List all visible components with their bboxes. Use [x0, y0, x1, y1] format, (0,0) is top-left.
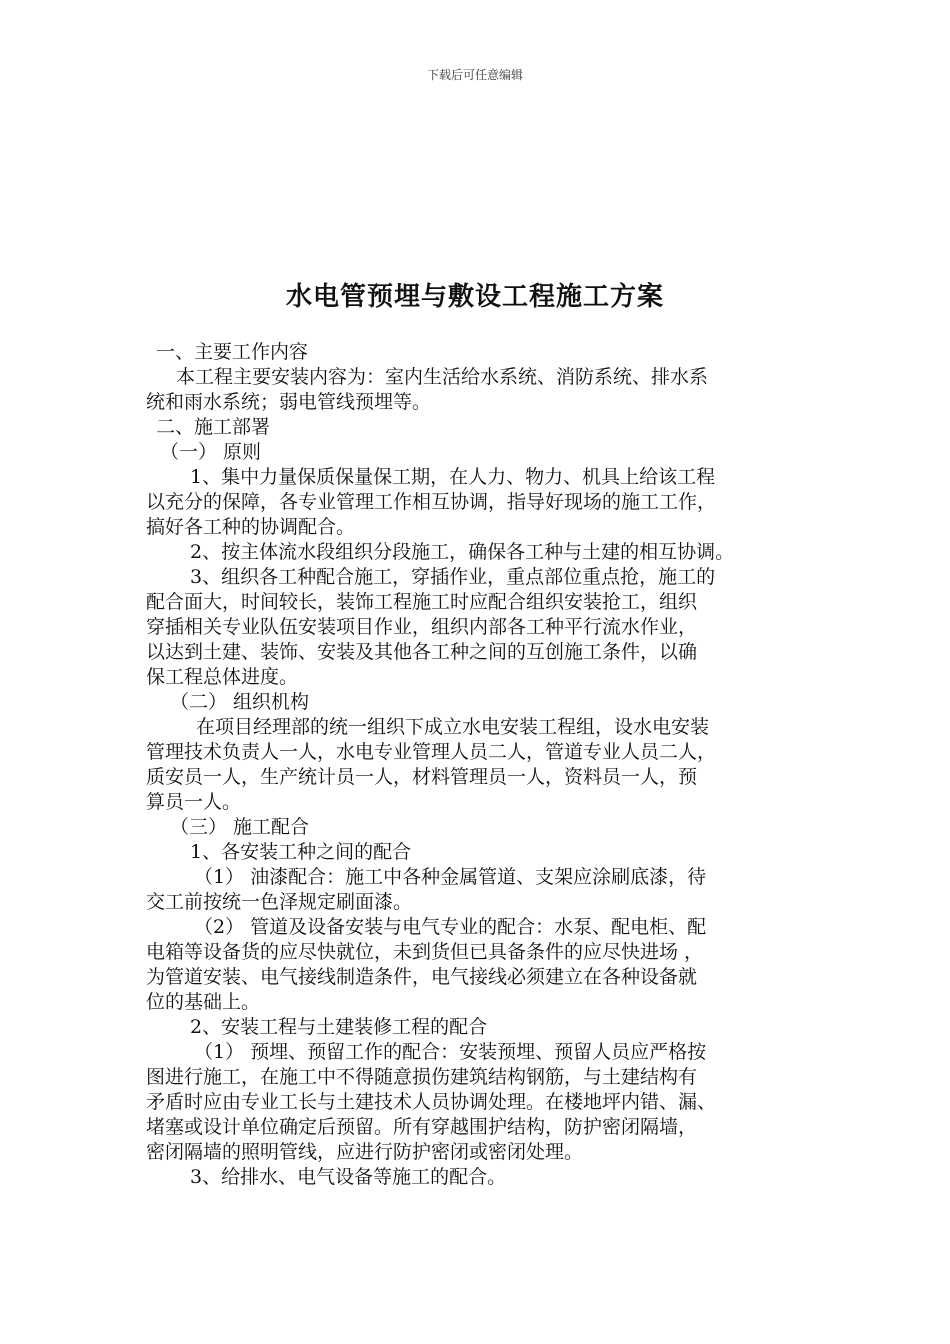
text-line: 交工前按统一色泽规定刷面漆。	[146, 891, 413, 913]
text-line: 统和雨水系统；弱电管线预埋等。	[146, 391, 432, 413]
text-line: 密闭隔墙的照明管线，应进行防护密闭或密闭处理。	[146, 1141, 584, 1163]
text-line: 配合面大，时间较长，装饰工程施工时应配合组织安装抢工，组织	[146, 591, 698, 613]
text-line: 本工程主要安装内容为：室内生活给水系统、消防系统、排水系	[176, 366, 709, 388]
text-line: 堵塞或设计单位确定后预留。所有穿越围护结构，防护密闭隔墙，	[146, 1116, 698, 1138]
text-line: 2、按主体流水段组织分段施工，确保各工种与土建的相互协调。	[190, 541, 735, 563]
text-line: （1） 预埋、预留工作的配合：安装预埋、预留人员应严格按	[194, 1041, 707, 1063]
text-line: （2） 管道及设备安装与电气专业的配合：水泵、配电柜、配	[194, 916, 707, 938]
text-line: 二、施工部署	[156, 416, 271, 438]
text-line: 位的基础上。	[146, 991, 261, 1013]
text-line: 以充分的保障，各专业管理工作相互协调，指导好现场的施工工作，	[146, 491, 717, 513]
text-line: 管理技术负责人一人，水电专业管理人员二人，管道专业人员二人，	[146, 741, 717, 763]
text-line: 穿插相关专业队伍安装项目作业，组织内部各工种平行流水作业，	[146, 616, 698, 638]
text-line: 搞好各工种的协调配合。	[146, 516, 356, 538]
text-line: 在项目经理部的统一组织下成立水电安装工程组，设水电安装	[196, 716, 710, 738]
text-line: （三） 施工配合	[170, 816, 310, 838]
text-line: （一） 原则	[160, 441, 262, 463]
text-line: 一、主要工作内容	[156, 341, 309, 363]
text-line: （二） 组织机构	[170, 691, 310, 713]
text-line: 算员一人。	[146, 791, 242, 813]
document-body	[146, 340, 816, 1190]
text-line: 图进行施工，在施工中不得随意损伤建筑结构钢筋，与土建结构有	[146, 1066, 698, 1088]
text-line: 2、安装工程与土建装修工程的配合	[190, 1016, 488, 1038]
document-title: 水电管预埋与敷设工程施工方案	[285, 282, 664, 312]
text-line: 1、各安装工种之间的配合	[190, 841, 412, 863]
text-line: 以达到土建、装饰、安装及其他各工种之间的互创施工条件，以确	[146, 641, 698, 663]
text-line: 矛盾时应由专业工长与土建技术人员协调处理。在楼地坪内错、漏、	[146, 1091, 717, 1113]
text-line: 为管道安装、电气接线制造条件，电气接线必须建立在各种设备就	[146, 966, 698, 988]
text-line: 3、组织各工种配合施工，穿插作业，重点部位重点抢，施工的	[190, 566, 716, 588]
text-line: 3、给排水、电气设备等施工的配合。	[190, 1166, 507, 1188]
text-line: （1） 油漆配合：施工中各种金属管道、支架应涂刷底漆，待	[194, 866, 707, 888]
text-line: 质安员一人，生产统计员一人，材料管理员一人，资料员一人，预	[146, 766, 698, 788]
text-line: 1、集中力量保质保量保工期，在人力、物力、机具上给该工程	[190, 466, 716, 488]
page-header: 下载后可任意编辑	[426, 68, 523, 82]
text-line: 电箱等设备货的应尽快就位，未到货但已具备条件的应尽快进场 ，	[146, 941, 704, 963]
text-line: 保工程总体进度。	[146, 666, 299, 688]
